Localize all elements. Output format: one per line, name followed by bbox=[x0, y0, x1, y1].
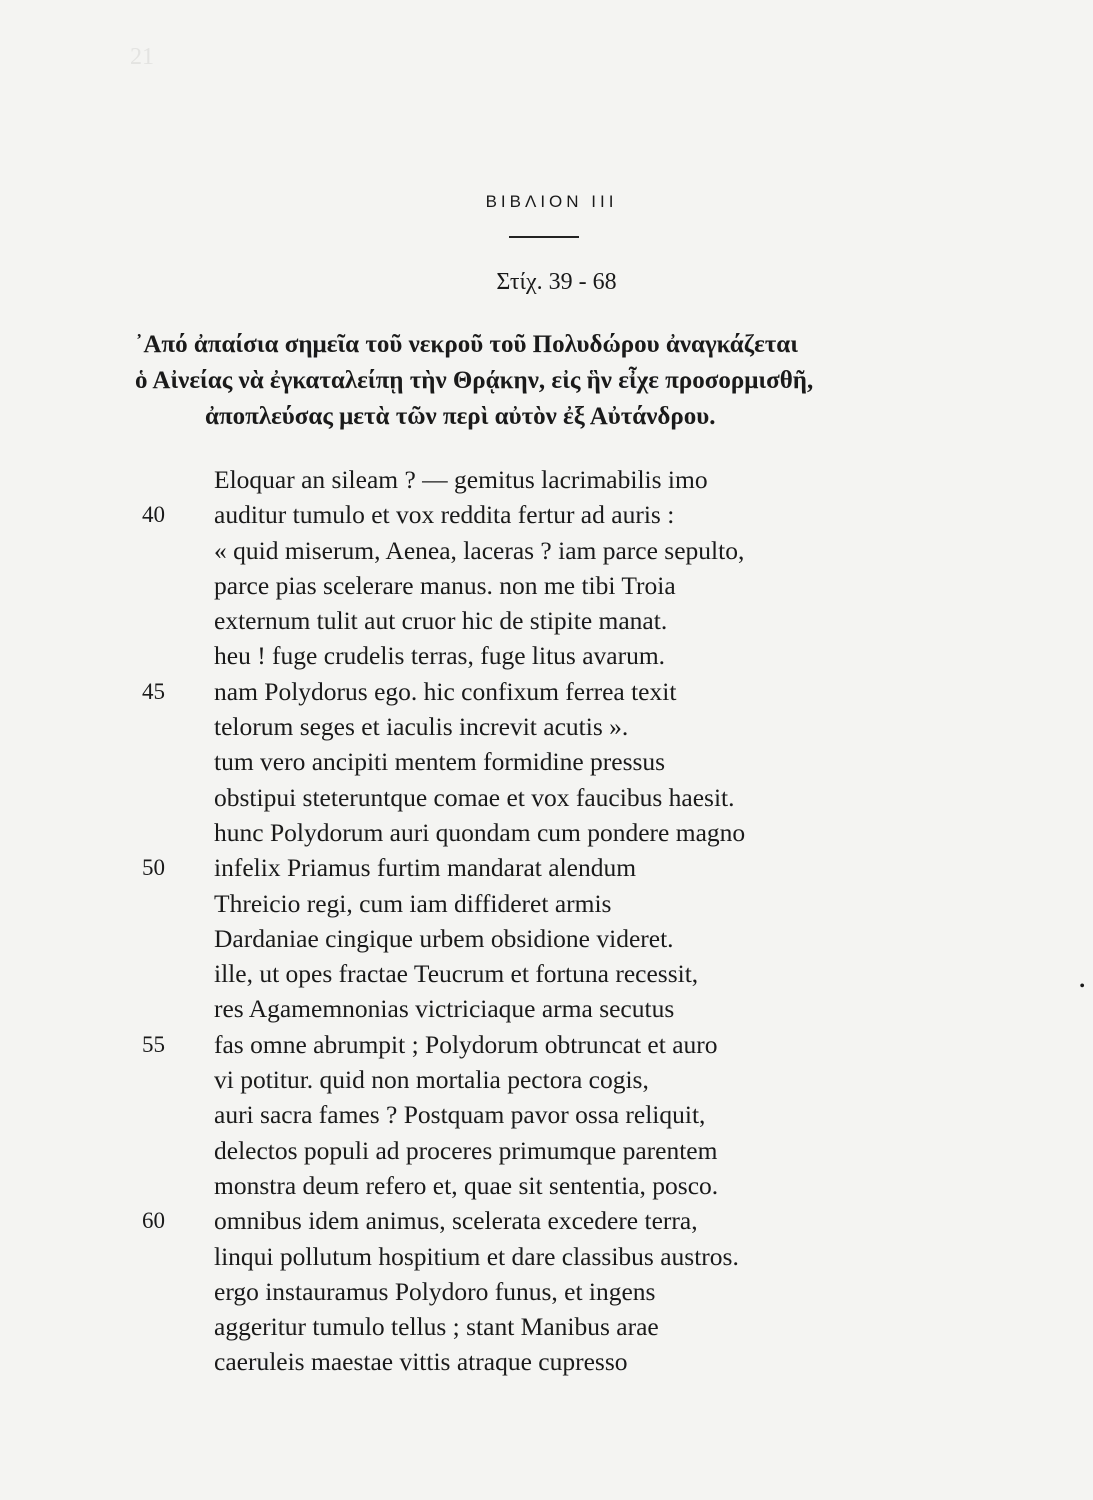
verse-line bbox=[0, 956, 1093, 991]
verse-line bbox=[0, 1239, 1093, 1274]
verse-line bbox=[0, 850, 1093, 885]
verse-text: ille, ut opes fractae Teucrum et fortuna recessit, bbox=[214, 959, 699, 989]
verse-text: ergo instauramus Polydoro funus, et ingens bbox=[214, 1276, 656, 1306]
verse-line bbox=[0, 921, 1093, 956]
verse-text: telorum seges et iaculis increvit acutis ». bbox=[214, 712, 629, 742]
verse-text: heu ! fuge crudelis terras, fuge litus avarum. bbox=[214, 641, 666, 671]
verse-line bbox=[0, 815, 1093, 850]
verse-line bbox=[0, 886, 1093, 921]
verse-line bbox=[0, 1097, 1093, 1132]
verse-text: infelix Priamus furtim mandarat alendum bbox=[214, 853, 637, 883]
verse-text: Dardaniae cingique urbem obsidione videret. bbox=[214, 923, 674, 953]
verse-text: auri sacra fames ? Postquam pavor ossa reliquit, bbox=[214, 1100, 706, 1130]
verse-line bbox=[0, 497, 1093, 532]
summary-line: ᾿Από ἀπαίσια σημεῖα τοῦ νεκροῦ τοῦ Πολυδώρου ἀναγκάζεται bbox=[135, 331, 798, 358]
running-head: ΒΙΒΛΙΟΝ ΙΙΙ bbox=[485, 192, 618, 211]
verse-text: auditur tumulo et vox reddita fertur ad auris : bbox=[214, 500, 675, 530]
verse-line bbox=[0, 1344, 1093, 1379]
verse-line bbox=[0, 1133, 1093, 1168]
verse-text: fas omne abrumpit ; Polydorum obtruncat et auro bbox=[214, 1029, 718, 1059]
verse-text: nam Polydorus ego. hic confixum ferrea texit bbox=[214, 676, 677, 706]
verse-text: Threicio regi, cum iam diffideret armis bbox=[214, 888, 612, 918]
bleed-through-number: 21 bbox=[130, 44, 154, 70]
line-number: 45 bbox=[142, 678, 165, 704]
verse-text: res Agamemnonias victriciaque arma secutus bbox=[214, 994, 675, 1024]
verse-text: parce pias scelerare manus. non me tibi Troia bbox=[214, 570, 676, 600]
verse-line bbox=[0, 991, 1093, 1026]
latin-poem bbox=[0, 462, 1093, 1380]
verse-line bbox=[0, 744, 1093, 779]
verse-text: aggeritur tumulo tellus ; stant Manibus arae bbox=[214, 1312, 659, 1342]
verse-text: omnibus idem animus, scelerata excedere terra, bbox=[214, 1206, 698, 1236]
verse-line bbox=[0, 780, 1093, 815]
verse-text: obstipui steteruntque comae et vox faucibus haesit. bbox=[214, 782, 735, 812]
verse-line bbox=[0, 638, 1093, 673]
verse-line bbox=[0, 1203, 1093, 1238]
verse-line bbox=[0, 1062, 1093, 1097]
verse-text: tum vero ancipiti mentem formidine pressus bbox=[214, 747, 666, 777]
verse-text: hunc Polydorum auri quondam cum pondere magno bbox=[214, 817, 746, 847]
line-number: 50 bbox=[142, 855, 165, 881]
verse-line bbox=[0, 1027, 1093, 1062]
verse-line bbox=[0, 462, 1093, 497]
verse-text: Eloquar an sileam ? — gemitus lacrimabilis imo bbox=[214, 465, 708, 494]
greek-summary bbox=[135, 327, 995, 435]
margin-mark: • bbox=[1079, 978, 1085, 995]
verse-line bbox=[0, 1309, 1093, 1344]
verse-text: delectos populi ad proceres primumque parentem bbox=[214, 1135, 718, 1165]
line-number: 55 bbox=[142, 1031, 165, 1057]
verse-text: caeruleis maestae vittis atraque cupresso bbox=[214, 1347, 628, 1377]
verse-text: linqui pollutum hospitium et dare classibus austros. bbox=[214, 1241, 739, 1271]
summary-line: ὁ Αἰνείας νὰ ἐγκαταλείπῃ τὴν Θρᾴκην, εἰς ἣν εἶχε προσορμισθῆ, bbox=[135, 367, 814, 394]
verse-text: monstra deum refero et, quae sit sententia, posco. bbox=[214, 1170, 719, 1200]
line-number: 40 bbox=[142, 502, 165, 528]
verse-line bbox=[0, 603, 1093, 638]
line-number: 60 bbox=[142, 1208, 165, 1234]
verse-text: externum tulit aut cruor hic de stipite manat. bbox=[214, 606, 668, 636]
header-rule bbox=[509, 236, 579, 238]
verse-line bbox=[0, 674, 1093, 709]
verse-text: vi potitur. quid non mortalia pectora cogis, bbox=[214, 1065, 649, 1095]
verse-range: Στίχ. 39 - 68 bbox=[496, 269, 617, 295]
verse-line bbox=[0, 568, 1093, 603]
verse-line bbox=[0, 709, 1093, 744]
verse-line bbox=[0, 1168, 1093, 1203]
verse-line bbox=[0, 533, 1093, 568]
summary-line: ἀποπλεύσας μετὰ τῶν περὶ αὐτὸν ἐξ Αὐτάνδρου. bbox=[205, 403, 716, 430]
verse-text: « quid miserum, Aenea, laceras ? iam parce sepulto, bbox=[214, 535, 745, 565]
verse-line bbox=[0, 1274, 1093, 1309]
